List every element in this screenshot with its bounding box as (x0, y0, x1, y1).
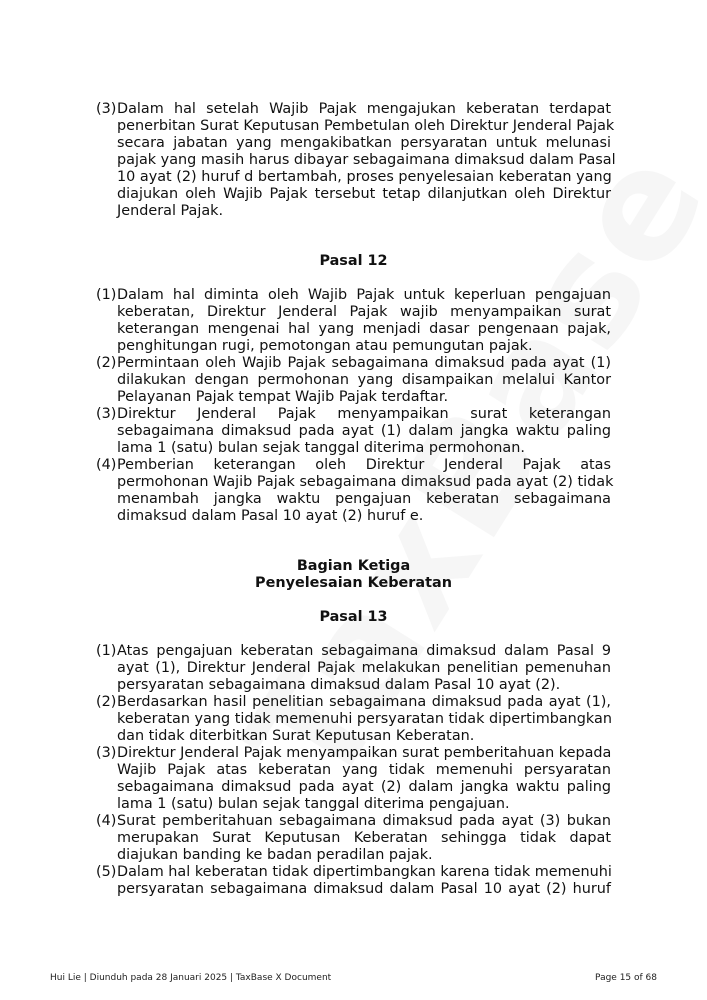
paragraph-number: (3) (96, 745, 117, 761)
text-line: penerbitan Surat Keputusan Pembetulan oleh Direktur Jenderal Pajak (117, 118, 615, 134)
numbered-paragraph (96, 745, 611, 813)
text-line: merupakan Surat Keputusan Keberatan sehingga tidak dapat (117, 830, 611, 846)
text-line: Pelayanan Pajak tempat Wajib Pajak terdaftar. (117, 389, 449, 405)
text-line: Jenderal Pajak. (117, 203, 224, 219)
paragraph-number: (5) (96, 864, 117, 880)
text-line: pajak yang masih harus dibayar sebagaimana dimaksud dalam Pasal (117, 152, 616, 168)
text-line: Direktur Jenderal Pajak menyampaikan surat pemberitahuan kepada (117, 745, 612, 761)
numbered-paragraph (96, 355, 611, 406)
numbered-paragraph (96, 864, 611, 898)
text-line: 10 ayat (2) huruf d bertambah, proses penyelesaian keberatan yang (117, 169, 612, 185)
text-line: penghitungan rugi, pemotongan atau pemungutan pajak. (117, 338, 533, 354)
text-line: sebagaimana dimaksud pada ayat (2) dalam jangka waktu paling (117, 779, 611, 795)
text-line: Surat pemberitahuan sebagaimana dimaksud pada ayat (3) bukan (117, 813, 611, 829)
text-line: secara jabatan yang mengakibatkan persyaratan untuk melunasi (117, 135, 611, 151)
text-line: lama 1 (satu) bulan sejak tanggal diterima pengajuan. (117, 796, 510, 812)
text-line: diajukan banding ke badan peradilan pajak. (117, 847, 433, 863)
paragraph-number: (1) (96, 287, 117, 303)
text-line: persyaratan sebagaimana dimaksud dalam Pasal 10 ayat (2). (117, 677, 561, 693)
paragraph-number: (3) (96, 101, 117, 117)
numbered-paragraph (96, 287, 611, 355)
text-line: dilakukan dengan permohonan yang disampaikan melalui Kantor (117, 372, 611, 388)
text-line: menambah jangka waktu pengajuan keberatan sebagaimana (117, 491, 611, 507)
text-line: Pemberian keterangan oleh Direktur Jenderal Pajak atas (117, 457, 611, 473)
numbered-paragraph (96, 694, 611, 745)
text-line: Direktur Jenderal Pajak menyampaikan surat keterangan (117, 406, 611, 422)
text-line: dimaksud dalam Pasal 10 ayat (2) huruf e. (117, 508, 424, 524)
text-line: persyaratan sebagaimana dimaksud dalam Pasal 10 ayat (2) huruf (117, 881, 611, 897)
numbered-paragraph (96, 101, 616, 220)
footer-page-number: Page 15 of 68 (595, 973, 657, 983)
text-line: keberatan yang tidak memenuhi persyaratan tidak dipertimbangkan (117, 711, 612, 727)
paragraph-number: (4) (96, 457, 117, 473)
paragraph-number: (1) (96, 643, 117, 659)
numbered-paragraph (96, 457, 614, 525)
section-heading: Penyelesaian Keberatan (255, 575, 452, 591)
text-line: Dalam hal setelah Wajib Pajak mengajukan keberatan terdapat (117, 101, 611, 117)
paragraph-number: (3) (96, 406, 117, 422)
text-line: ayat (1), Direktur Jenderal Pajak melakukan penelitian pemenuhan (117, 660, 611, 676)
section-heading: Pasal 13 (319, 609, 388, 625)
numbered-paragraph (96, 406, 611, 457)
footer-left: Hui Lie | Diunduh pada 28 Januari 2025 | TaxBase X Document (50, 973, 332, 983)
section-heading: Bagian Ketiga (296, 558, 411, 574)
text-line: Permintaan oleh Wajib Pajak sebagaimana dimaksud pada ayat (1) (117, 355, 611, 371)
text-line: sebagaimana dimaksud pada ayat (1) dalam jangka waktu paling (117, 423, 611, 439)
text-line: diajukan oleh Wajib Pajak tersebut tetap dilanjutkan oleh Direktur (117, 186, 611, 202)
text-line: Berdasarkan hasil penelitian sebagaimana dimaksud pada ayat (1), (117, 694, 611, 710)
text-line: lama 1 (satu) bulan sejak tanggal diterima permohonan. (117, 440, 525, 456)
paragraph-number: (4) (96, 813, 117, 829)
numbered-paragraph (96, 643, 611, 694)
text-line: keberatan, Direktur Jenderal Pajak wajib menyampaikan surat (117, 304, 611, 320)
text-line: Wajib Pajak atas keberatan yang tidak memenuhi persyaratan (117, 762, 611, 778)
numbered-paragraph (96, 813, 611, 864)
document-body (96, 101, 616, 898)
section-heading: Pasal 12 (319, 253, 388, 269)
paragraph-number: (2) (96, 355, 117, 371)
text-line: dan tidak diterbitkan Surat Keputusan Keberatan. (117, 728, 475, 744)
paragraph-number: (2) (96, 694, 117, 710)
text-line: Dalam hal diminta oleh Wajib Pajak untuk keperluan pengajuan (117, 287, 611, 303)
text-line: permohonan Wajib Pajak sebagaimana dimaksud pada ayat (2) tidak (117, 474, 614, 490)
text-line: Dalam hal keberatan tidak dipertimbangkan karena tidak memenuhi (117, 864, 612, 880)
text-line: keterangan mengenai hal yang menjadi dasar pengenaan pajak, (117, 321, 611, 337)
text-line: Atas pengajuan keberatan sebagaimana dimaksud dalam Pasal 9 (117, 643, 611, 659)
